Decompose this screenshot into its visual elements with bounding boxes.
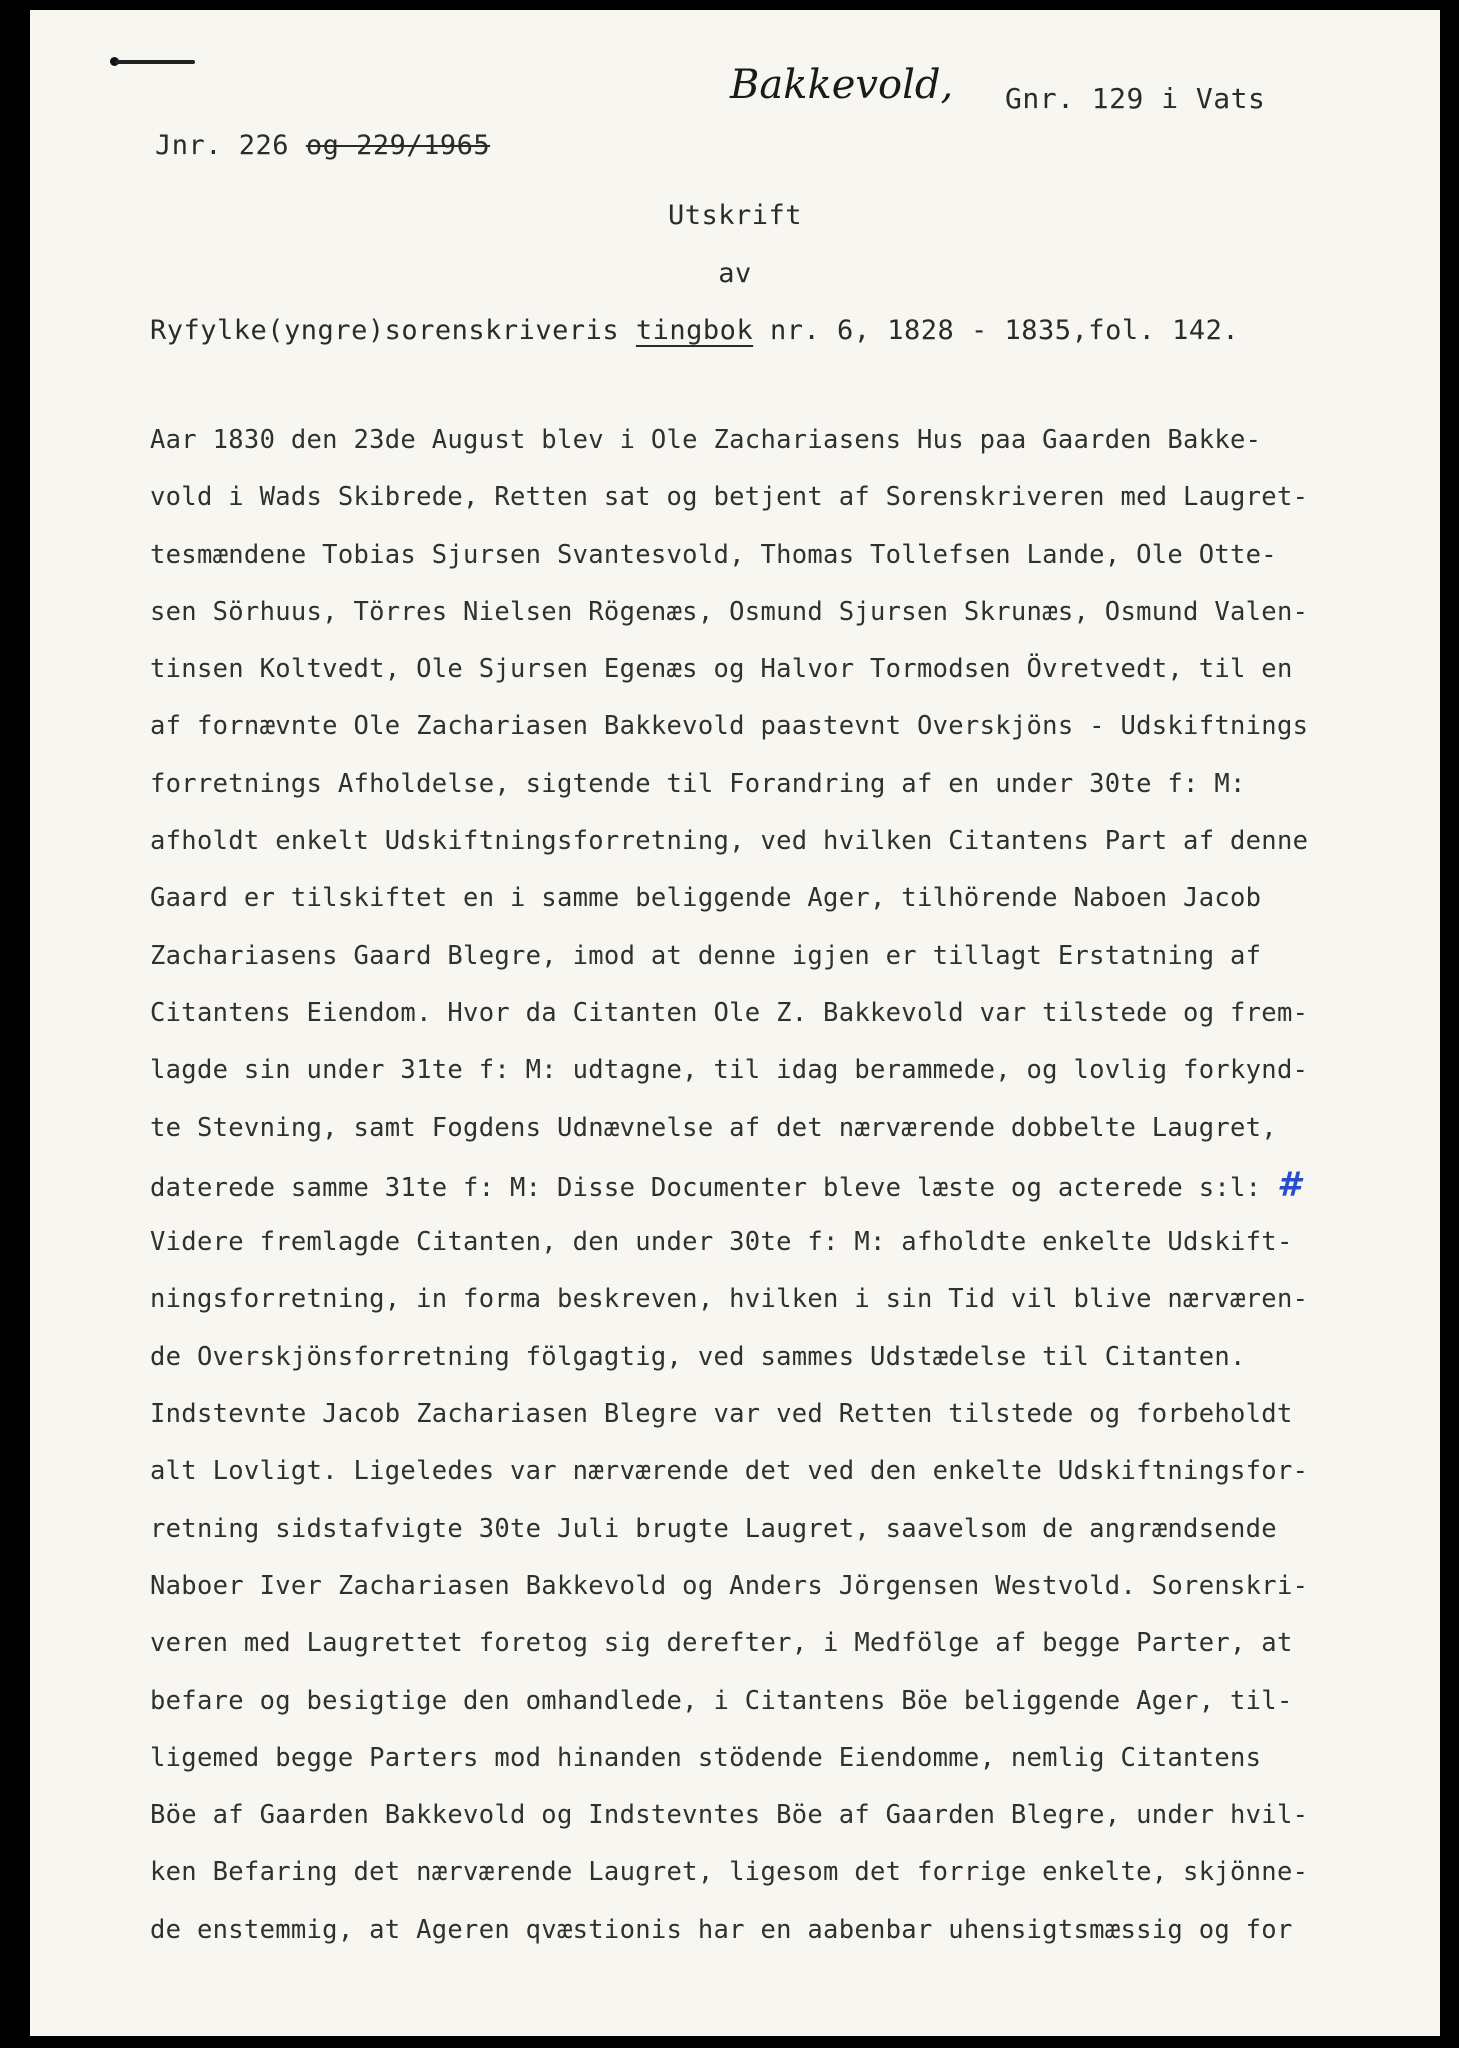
hash-mark-icon: # [1276,1164,1301,1205]
gnr-reference: Gnr. 129 i Vats [1005,82,1266,115]
body-line: sen Sörhuus, Törres Nielsen Rögenæs, Osmund Sjursen Skrunæs, Osmund Valen- [150,596,1309,627]
source-reference [150,315,1239,346]
body-line: retning sidstafvigte 30te Juli brugte Laugret, saavelsom de angrændsende [150,1513,1277,1544]
body-line: af fornævnte Ole Zachariasen Bakkevold paastevnt Overskjöns - Udskiftnings [150,711,1309,742]
transcript-body [150,412,1430,1959]
body-line: alt Lovligt. Ligeledes var nærværende det ved den enkelte Udskiftningsfor- [150,1456,1309,1487]
body-line: de enstemmig, at Ageren qvæstionis har en aabenbar uhensigtsmæssig og for [150,1914,1293,1945]
journal-number [155,130,490,161]
body-line: Gaard er tilskiftet en i samme beliggende Ager, tilhörende Naboen Jacob [150,883,1262,914]
body-line: Aar 1830 den 23de August blev i Ole Zachariasens Hus paa Gaarden Bakke- [150,425,1262,455]
body-line: Videre fremlagde Citanten, den under 30te f: M: afholdte enkelte Udskift- [150,1227,1293,1258]
body-line: tesmændene Tobias Sjursen Svantesvold, Thomas Tollefsen Lande, Ole Otte- [150,539,1277,570]
body-line: afholdt enkelt Udskiftningsforretning, ved hvilken Citantens Part af denne [150,826,1309,857]
journal-number-text: Jnr. 226 [155,130,306,161]
ink-dash-mark [115,60,195,64]
body-line-text: daterede samme 31te f: M: Disse Documenter bleve læste og acterede s:l: [150,1172,1277,1203]
body-line: forretnings Afholdelse, sigtende til Forandring af en under 30te f: M: [150,768,1246,799]
body-line: veren med Laugrettet foretog sig derefter, i Medfölge af begge Parter, at [150,1628,1293,1659]
body-line: Zachariasens Gaard Blegre, imod at denne igjen er tillagt Erstatning af [150,940,1262,971]
body-line: tinsen Koltvedt, Ole Sjursen Egenæs og Halvor Tormodsen Övretvedt, til en [150,654,1293,685]
body-line: ken Befaring det nærværende Laugret, ligesom det forrige enkelte, skjönne- [150,1857,1309,1888]
journal-number-struck: og 229/1965 [305,130,491,161]
body-line: Böe af Gaarden Bakkevold og Indstevntes Böe af Gaarden Blegre, under hvil- [150,1800,1309,1831]
document-title-av: av [718,258,752,289]
document-title: Utskrift [667,200,803,231]
body-line: Naboer Iver Zachariasen Bakkevold og Anders Jörgensen Westvold. Sorenskri- [150,1570,1309,1601]
body-line: Citantens Eiendom. Hvor da Citanten Ole Z. Bakkevold var tilstede og frem- [150,997,1309,1028]
body-line: Indstevnte Jacob Zachariasen Blegre var ved Retten tilstede og forbeholdt [150,1399,1293,1430]
source-after: nr. 6, 1828 - 1835,fol. 142. [753,315,1240,346]
body-line-with-mark [150,1157,1430,1214]
body-line: ningsforretning, in forma beskreven, hvilken i sin Tid vil blive nærværen- [150,1284,1309,1315]
handwritten-name: Bakkevold, [730,62,954,108]
body-line: befare og besigtige den omhandlede, i Citantens Böe beliggende Ager, til- [150,1685,1293,1716]
source-underlined: tingbok [635,315,754,346]
body-line: te Stevning, samt Fogdens Udnævnelse af det nærværende dobbelte Laugret, [150,1112,1277,1143]
body-line: vold i Wads Skibrede, Retten sat og betjent af Sorenskriveren med Laugret- [150,482,1309,513]
document-page [30,10,1440,2036]
body-line: ligemed begge Parters mod hinanden stödende Eiendomme, nemlig Citantens [150,1742,1262,1773]
body-line: de Overskjönsforretning fölgagtig, ved sammes Udstædelse til Citanten. [150,1341,1246,1372]
source-before: Ryfylke(yngre)sorenskriveris [150,315,636,346]
body-line: lagde sin under 31te f: M: udtagne, til idag berammede, og lovlig forkynd- [150,1055,1309,1086]
